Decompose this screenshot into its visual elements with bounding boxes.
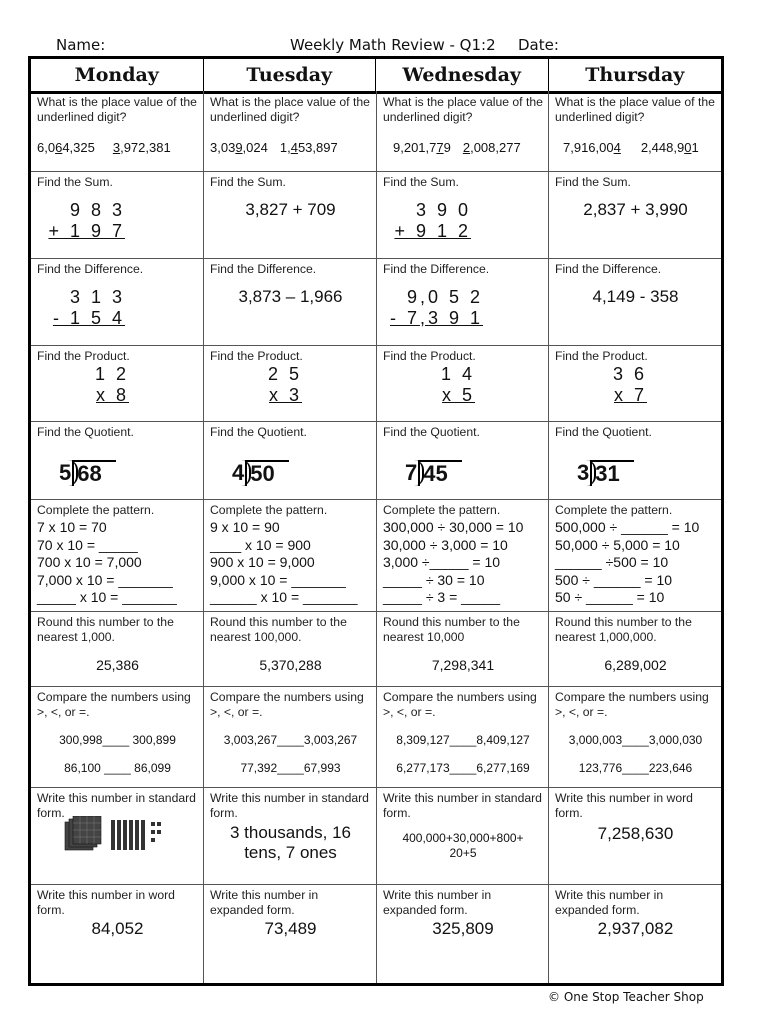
long-division: [405, 460, 462, 486]
vertical-problem: [37, 200, 125, 242]
sum-cell: [204, 172, 376, 258]
instruction: Find the Quotient.: [37, 425, 134, 439]
instruction: Complete the pattern.: [210, 503, 328, 517]
difference-cell: [549, 259, 721, 345]
bottom-number: + 9 1 2: [394, 221, 471, 241]
top-number: 9 8 3: [69, 200, 125, 220]
instruction: Find the Sum.: [383, 175, 459, 189]
bottom-number: x 7: [613, 385, 647, 405]
bottom-number: - 1 5 4: [52, 308, 125, 328]
instruction: Write this number in expanded form.: [555, 888, 664, 917]
compare-pair: 86,100 ____ 86,099: [64, 761, 171, 775]
divisor: 4: [232, 460, 245, 485]
instruction: Find the Product.: [210, 349, 303, 363]
number-value: 325,809: [432, 919, 494, 938]
place-value-cell: [31, 92, 203, 171]
round-number: 5,370,288: [259, 657, 322, 673]
instruction: Round this number to the nearest 10,000: [383, 615, 520, 644]
top-number: 3 6: [612, 364, 647, 384]
instruction: Write this number in word form.: [555, 791, 693, 820]
compare-cell: [377, 687, 548, 787]
base-ten-blocks-icon: [61, 816, 161, 858]
instruction: Find the Difference.: [555, 262, 662, 276]
bottom-number: + 1 9 7: [48, 221, 125, 241]
number-words: 3 thousands, 16 tens, 7 ones: [230, 823, 351, 862]
instruction: Round this number to the nearest 100,000.: [210, 615, 347, 644]
compare-cell: [31, 687, 203, 787]
compare-pair: 3,000,003____3,000,030: [568, 733, 703, 747]
pattern-cell: [31, 500, 203, 611]
round-cell: [31, 612, 203, 686]
pattern-cell: [377, 500, 548, 611]
pattern-cell: [549, 500, 721, 611]
place-value-numbers: 3,039,024 1,453,897: [210, 140, 338, 155]
vertical-problem: [383, 200, 471, 242]
top-number: 1 4: [440, 364, 475, 384]
inline-problem: 4,149 - 358: [592, 287, 679, 306]
product-cell: [204, 346, 376, 421]
instruction: Find the Difference.: [383, 262, 490, 276]
top-number: 1 2: [94, 364, 129, 384]
top-number: 3 9 0: [415, 200, 471, 220]
divisor: 5: [59, 460, 72, 485]
vertical-problem: [383, 287, 483, 329]
vertical-problem: [210, 364, 302, 406]
round-cell: [204, 612, 376, 686]
vertical-problem: [555, 364, 647, 406]
place-value-cell: [204, 92, 376, 171]
dividend: 31: [590, 460, 633, 486]
quotient-cell: [377, 422, 548, 499]
compare-pair: 3,003,267____3,003,267: [223, 733, 358, 747]
worksheet-title: Weekly Math Review - Q1:2: [290, 36, 496, 54]
day-tuesday: Tuesday: [204, 59, 377, 91]
write-number-cell: [204, 788, 376, 884]
round-cell: [377, 612, 548, 686]
instruction: Find the Quotient.: [383, 425, 480, 439]
compare-pair: 8,309,127____8,409,127: [396, 733, 530, 747]
instruction: Write this number in word form.: [37, 888, 175, 917]
product-cell: [377, 346, 548, 421]
dividend: 68: [72, 460, 115, 486]
vertical-problem: [37, 287, 125, 329]
instruction: Compare the numbers using >, <, or =.: [210, 690, 364, 719]
instruction: What is the place value of the underlined digit?: [383, 95, 543, 124]
quotient-cell: [31, 422, 203, 499]
top-number: 9,0 5 2: [406, 287, 483, 307]
instruction: Write this number in expanded form.: [210, 888, 319, 917]
bottom-number: x 5: [441, 385, 475, 405]
compare-pair: 77,392____67,993: [240, 761, 341, 775]
number-value: 2,937,082: [597, 919, 674, 938]
inline-problem: 3,873 – 1,966: [238, 287, 343, 306]
number-value: 84,052: [91, 919, 144, 938]
instruction: Find the Quotient.: [210, 425, 307, 439]
instruction: Write this number in expanded form.: [383, 888, 492, 917]
compare-pair: 300,998____ 300,899: [59, 733, 176, 747]
day-monday: Monday: [31, 59, 204, 91]
copyright-footer: © One Stop Teacher Shop: [548, 990, 704, 1004]
place-value-numbers: 7,916,004 2,448,901: [563, 140, 699, 155]
vertical-problem: [37, 364, 129, 406]
long-division: [232, 460, 289, 486]
day-wednesday: Wednesday: [376, 59, 549, 91]
instruction: Find the Product.: [383, 349, 476, 363]
bottom-number: x 3: [268, 385, 302, 405]
write-number-cell: [377, 885, 548, 985]
product-cell: [549, 346, 721, 421]
instruction: Round this number to the nearest 1,000,000.: [555, 615, 692, 644]
instruction: Find the Quotient.: [555, 425, 652, 439]
place-value-cell: [377, 92, 548, 171]
day-header-row: [31, 59, 721, 94]
instruction: Compare the numbers using >, <, or =.: [383, 690, 537, 719]
difference-cell: [204, 259, 376, 345]
round-number: 25,386: [96, 657, 139, 673]
place-value-numbers: 6,064,325 3,972,381: [37, 140, 171, 155]
round-number: 6,289,002: [604, 657, 667, 673]
instruction: Write this number in standard form.: [383, 791, 542, 820]
instruction: Find the Sum.: [37, 175, 113, 189]
difference-cell: [377, 259, 548, 345]
product-cell: [31, 346, 203, 421]
quotient-cell: [204, 422, 376, 499]
instruction: Find the Product.: [37, 349, 130, 363]
place-value-cell: [549, 92, 721, 171]
instruction: Find the Difference.: [210, 262, 317, 276]
divisor: 7: [405, 460, 418, 485]
quotient-cell: [549, 422, 721, 499]
number-value: 73,489: [264, 919, 317, 938]
instruction: Complete the pattern.: [383, 503, 501, 517]
instruction: Find the Sum.: [555, 175, 631, 189]
compare-cell: [549, 687, 721, 787]
instruction: Find the Product.: [555, 349, 648, 363]
place-value-numbers: 9,201,779 2,008,277: [393, 140, 521, 155]
instruction: What is the place value of the underlined digit?: [37, 95, 197, 124]
instruction: What is the place value of the underlined digit?: [555, 95, 715, 124]
bottom-number: x 8: [95, 385, 129, 405]
number-value: 7,258,630: [597, 824, 674, 843]
instruction: Write this number in standard form.: [37, 791, 196, 820]
sum-cell: [549, 172, 721, 258]
round-number: 7,298,341: [431, 657, 495, 673]
round-cell: [549, 612, 721, 686]
instruction: Find the Sum.: [210, 175, 286, 189]
name-label: Name:: [56, 36, 106, 54]
expanded-number: 400,000+30,000+800+ 20+5: [402, 831, 524, 860]
instruction: Compare the numbers using >, <, or =.: [555, 690, 709, 719]
instruction: What is the place value of the underlined digit?: [210, 95, 370, 124]
pattern-lines: 300,000 ÷ 30,000 = 10 30,000 ÷ 3,000 = 10 3,000 ÷_____ = 10 _____ ÷ 30 = 10 _____ ÷ 3 = _____: [383, 519, 524, 605]
bottom-number: - 7,3 9 1: [389, 308, 483, 328]
long-division: [577, 460, 634, 486]
dividend: 50: [245, 460, 288, 486]
instruction: Write this number in standard form.: [210, 791, 369, 820]
instruction: Find the Difference.: [37, 262, 144, 276]
sum-cell: [377, 172, 548, 258]
date-label: Date:: [518, 36, 559, 54]
write-number-cell: [549, 788, 721, 884]
top-number: 2 5: [267, 364, 302, 384]
day-thursday: Thursday: [585, 64, 685, 86]
pattern-lines: 9 x 10 = 90 ____ x 10 = 900 900 x 10 = 9,000 9,000 x 10 = _______ ______ x 10 = _______: [210, 519, 358, 605]
worksheet-grid: [28, 56, 724, 986]
compare-cell: [204, 687, 376, 787]
vertical-problem: [383, 364, 475, 406]
instruction: Complete the pattern.: [37, 503, 155, 517]
write-number-cell: [549, 885, 721, 985]
long-division: [59, 460, 116, 486]
write-number-cell: [377, 788, 548, 884]
pattern-cell: [204, 500, 376, 611]
pattern-lines: 7 x 10 = 70 70 x 10 = _____ 700 x 10 = 7,000 7,000 x 10 = _______ _____ x 10 = _______: [37, 519, 177, 605]
dividend: 45: [418, 460, 461, 486]
inline-problem: 3,827 + 709: [245, 200, 336, 219]
top-number: 3 1 3: [69, 287, 125, 307]
write-number-cell: [204, 885, 376, 985]
instruction: Compare the numbers using >, <, or =.: [37, 690, 191, 719]
inline-problem: 2,837 + 3,990: [583, 200, 688, 219]
write-number-cell: [31, 788, 203, 884]
compare-pair: 123,776____223,646: [578, 761, 693, 775]
instruction: Complete the pattern.: [555, 503, 673, 517]
sum-cell: [31, 172, 203, 258]
pattern-lines: 500,000 ÷ ______ = 10 50,000 ÷ 5,000 = 10 ______ ÷500 = 10 500 ÷ ______ = 10 50 ÷ ______ = 10: [555, 519, 700, 605]
difference-cell: [31, 259, 203, 345]
write-number-cell: [31, 885, 203, 985]
instruction: Round this number to the nearest 1,000.: [37, 615, 174, 644]
compare-pair: 6,277,173____6,277,169: [396, 761, 530, 775]
divisor: 3: [577, 460, 590, 485]
